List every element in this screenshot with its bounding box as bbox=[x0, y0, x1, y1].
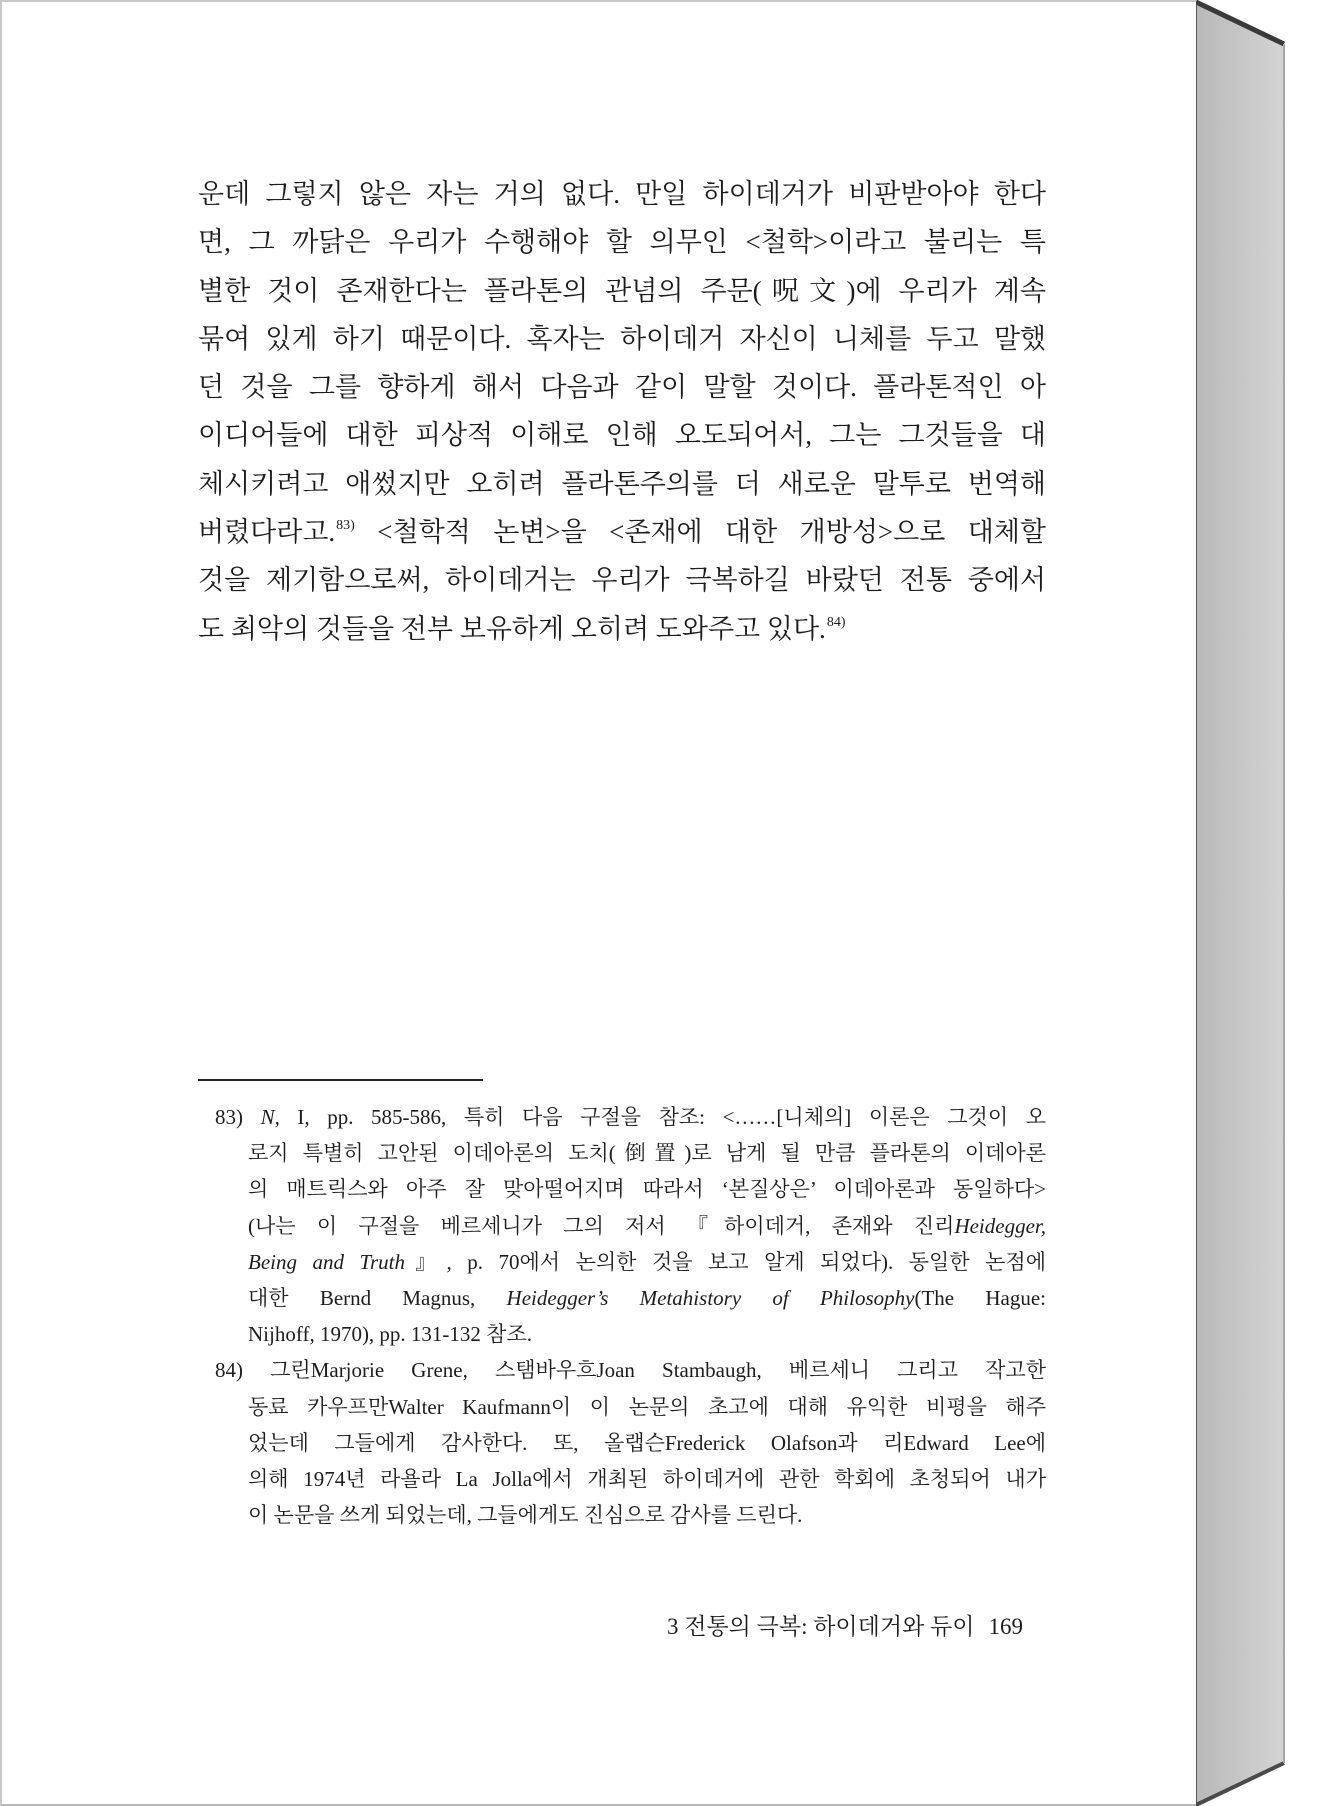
body-line-text: 것을 제기함으로써, 하이데거는 우리가 극복하길 바랐던 전통 중에서 bbox=[198, 565, 1046, 596]
footnote-text: 었는데 그들에게 감사한다. 또, 올랩슨Frederick Olafson과 리Edward Lee에 bbox=[248, 1430, 1046, 1455]
footnote-ref-84: 84) bbox=[826, 614, 846, 630]
body-line bbox=[198, 170, 1046, 218]
body-line bbox=[198, 605, 1046, 653]
footnote-text: Nijhoff, 1970), pp. 131-132 참조. bbox=[248, 1322, 532, 1347]
body-text bbox=[198, 170, 1046, 653]
body-line bbox=[198, 267, 1046, 315]
footnote-text: 동료 카우프만Walter Kaufmann이 이 논문의 초고에 대해 유익한 비평을 해주 bbox=[248, 1394, 1046, 1419]
body-line-text: 도 최악의 것들을 전부 보유하게 오히려 도와주고 있다. bbox=[198, 613, 826, 644]
footnote-line bbox=[248, 1244, 1046, 1280]
running-footer bbox=[600, 1609, 1023, 1645]
body-line-text: 면, 그 까닭은 우리가 수행해야 할 의무인 <철학>이라고 불리는 특 bbox=[198, 227, 1046, 258]
footnote-text: Heidegger, bbox=[954, 1213, 1046, 1238]
footnote-ref-83: 83) bbox=[336, 518, 355, 534]
footnote-text: 의 매트릭스와 아주 잘 맞아떨어지며 따라서 ‘본질상은’ 이데아론과 동일하다> bbox=[248, 1177, 1046, 1202]
footnote-text: (The Hague: bbox=[914, 1285, 1046, 1310]
body-line-text: 묶여 있게 하기 때문이다. 혹자는 하이데거 자신이 니체를 두고 말했 bbox=[198, 323, 1046, 354]
footnote-line bbox=[215, 1352, 1046, 1388]
footnotes bbox=[215, 1099, 1046, 1533]
footnote-text: 대한 Bernd Magnus, bbox=[248, 1285, 507, 1310]
footnote-text: (나는 이 구절을 베르세니가 그의 저서 『하이데거, 존재와 진리 bbox=[248, 1213, 955, 1238]
footnote-text: N bbox=[260, 1105, 275, 1129]
chapter-title: 3 전통의 극복: 하이데거와 듀이 bbox=[666, 1614, 975, 1639]
footnote-line bbox=[248, 1171, 1046, 1207]
footnote-text: 의해 1974년 라욜라 La Jolla에서 개최된 하이데거에 관한 학회에 초청되어 내가 bbox=[248, 1466, 1046, 1491]
footnote-text: Heidegger’s Metahistory of Philosophy bbox=[506, 1285, 915, 1310]
body-line-text: 별한 것이 존재한다는 플라톤의 관념의 주문(呪文)에 우리가 계속 bbox=[198, 275, 1046, 306]
footnote-text: 이 논문을 쓰게 되었는데, 그들에게도 진심으로 감사를 드린다. bbox=[248, 1503, 803, 1528]
body-line bbox=[198, 315, 1046, 363]
footnote-label: 83) bbox=[215, 1105, 243, 1129]
body-line-text: <철학적 논변>을 <존재에 대한 개방성>으로 대체할 bbox=[354, 517, 1046, 548]
footnote-text: 로지 특별히 고안된 이데아론의 도치(倒置)로 남게 될 만큼 플라톤의 이데아론 bbox=[248, 1141, 1046, 1166]
footnote-line bbox=[248, 1280, 1046, 1316]
footnote-label: 84) bbox=[215, 1358, 243, 1383]
footnote-line bbox=[248, 1135, 1046, 1171]
body-line bbox=[198, 363, 1046, 411]
footnote-line bbox=[215, 1099, 1046, 1135]
body-line bbox=[198, 556, 1046, 604]
body-line-text: 버렸다라고. bbox=[198, 517, 336, 548]
footnote-line bbox=[248, 1497, 1046, 1533]
body-line-text: 이디어들에 대한 피상적 이해로 인해 오도되어서, 그는 그것들을 대 bbox=[198, 420, 1046, 451]
page-number: 169 bbox=[988, 1614, 1023, 1639]
body-line bbox=[198, 411, 1046, 459]
footnote-line bbox=[248, 1389, 1046, 1425]
footnote-rule bbox=[198, 1079, 483, 1081]
body-line bbox=[198, 508, 1046, 556]
footnote-line bbox=[248, 1461, 1046, 1497]
footnote-text: 그린Marjorie Grene, 스탬바우흐Joan Stambaugh, 베르세니 그리고 작고한 bbox=[270, 1358, 1046, 1383]
footnote-line bbox=[248, 1316, 1046, 1352]
book-page-edge bbox=[1196, 0, 1318, 1806]
footnote-line bbox=[248, 1208, 1046, 1244]
footnote-text: 』, p. 70에서 논의한 것을 보고 알게 되었다). 동일한 논점에 bbox=[405, 1249, 1046, 1274]
footnote-line bbox=[248, 1425, 1046, 1461]
body-line-text: 운데 그렇지 않은 자는 거의 없다. 만일 하이데거가 비판받아야 한다 bbox=[198, 179, 1046, 209]
body-line bbox=[198, 218, 1046, 266]
body-line bbox=[198, 460, 1046, 508]
body-line-text: 체시키려고 애썼지만 오히려 플라톤주의를 더 새로운 말투로 번역해 bbox=[198, 468, 1046, 499]
footnote-text: , I, pp. 585-586, 특히 다음 구절을 참조: <……[니체의] 이론은 그것이 오 bbox=[274, 1105, 1046, 1129]
footnote-text: Being and Truth bbox=[248, 1249, 406, 1274]
body-line-text: 던 것을 그를 향하게 해서 다음과 같이 말할 것이다. 플라톤적인 아 bbox=[198, 372, 1046, 403]
